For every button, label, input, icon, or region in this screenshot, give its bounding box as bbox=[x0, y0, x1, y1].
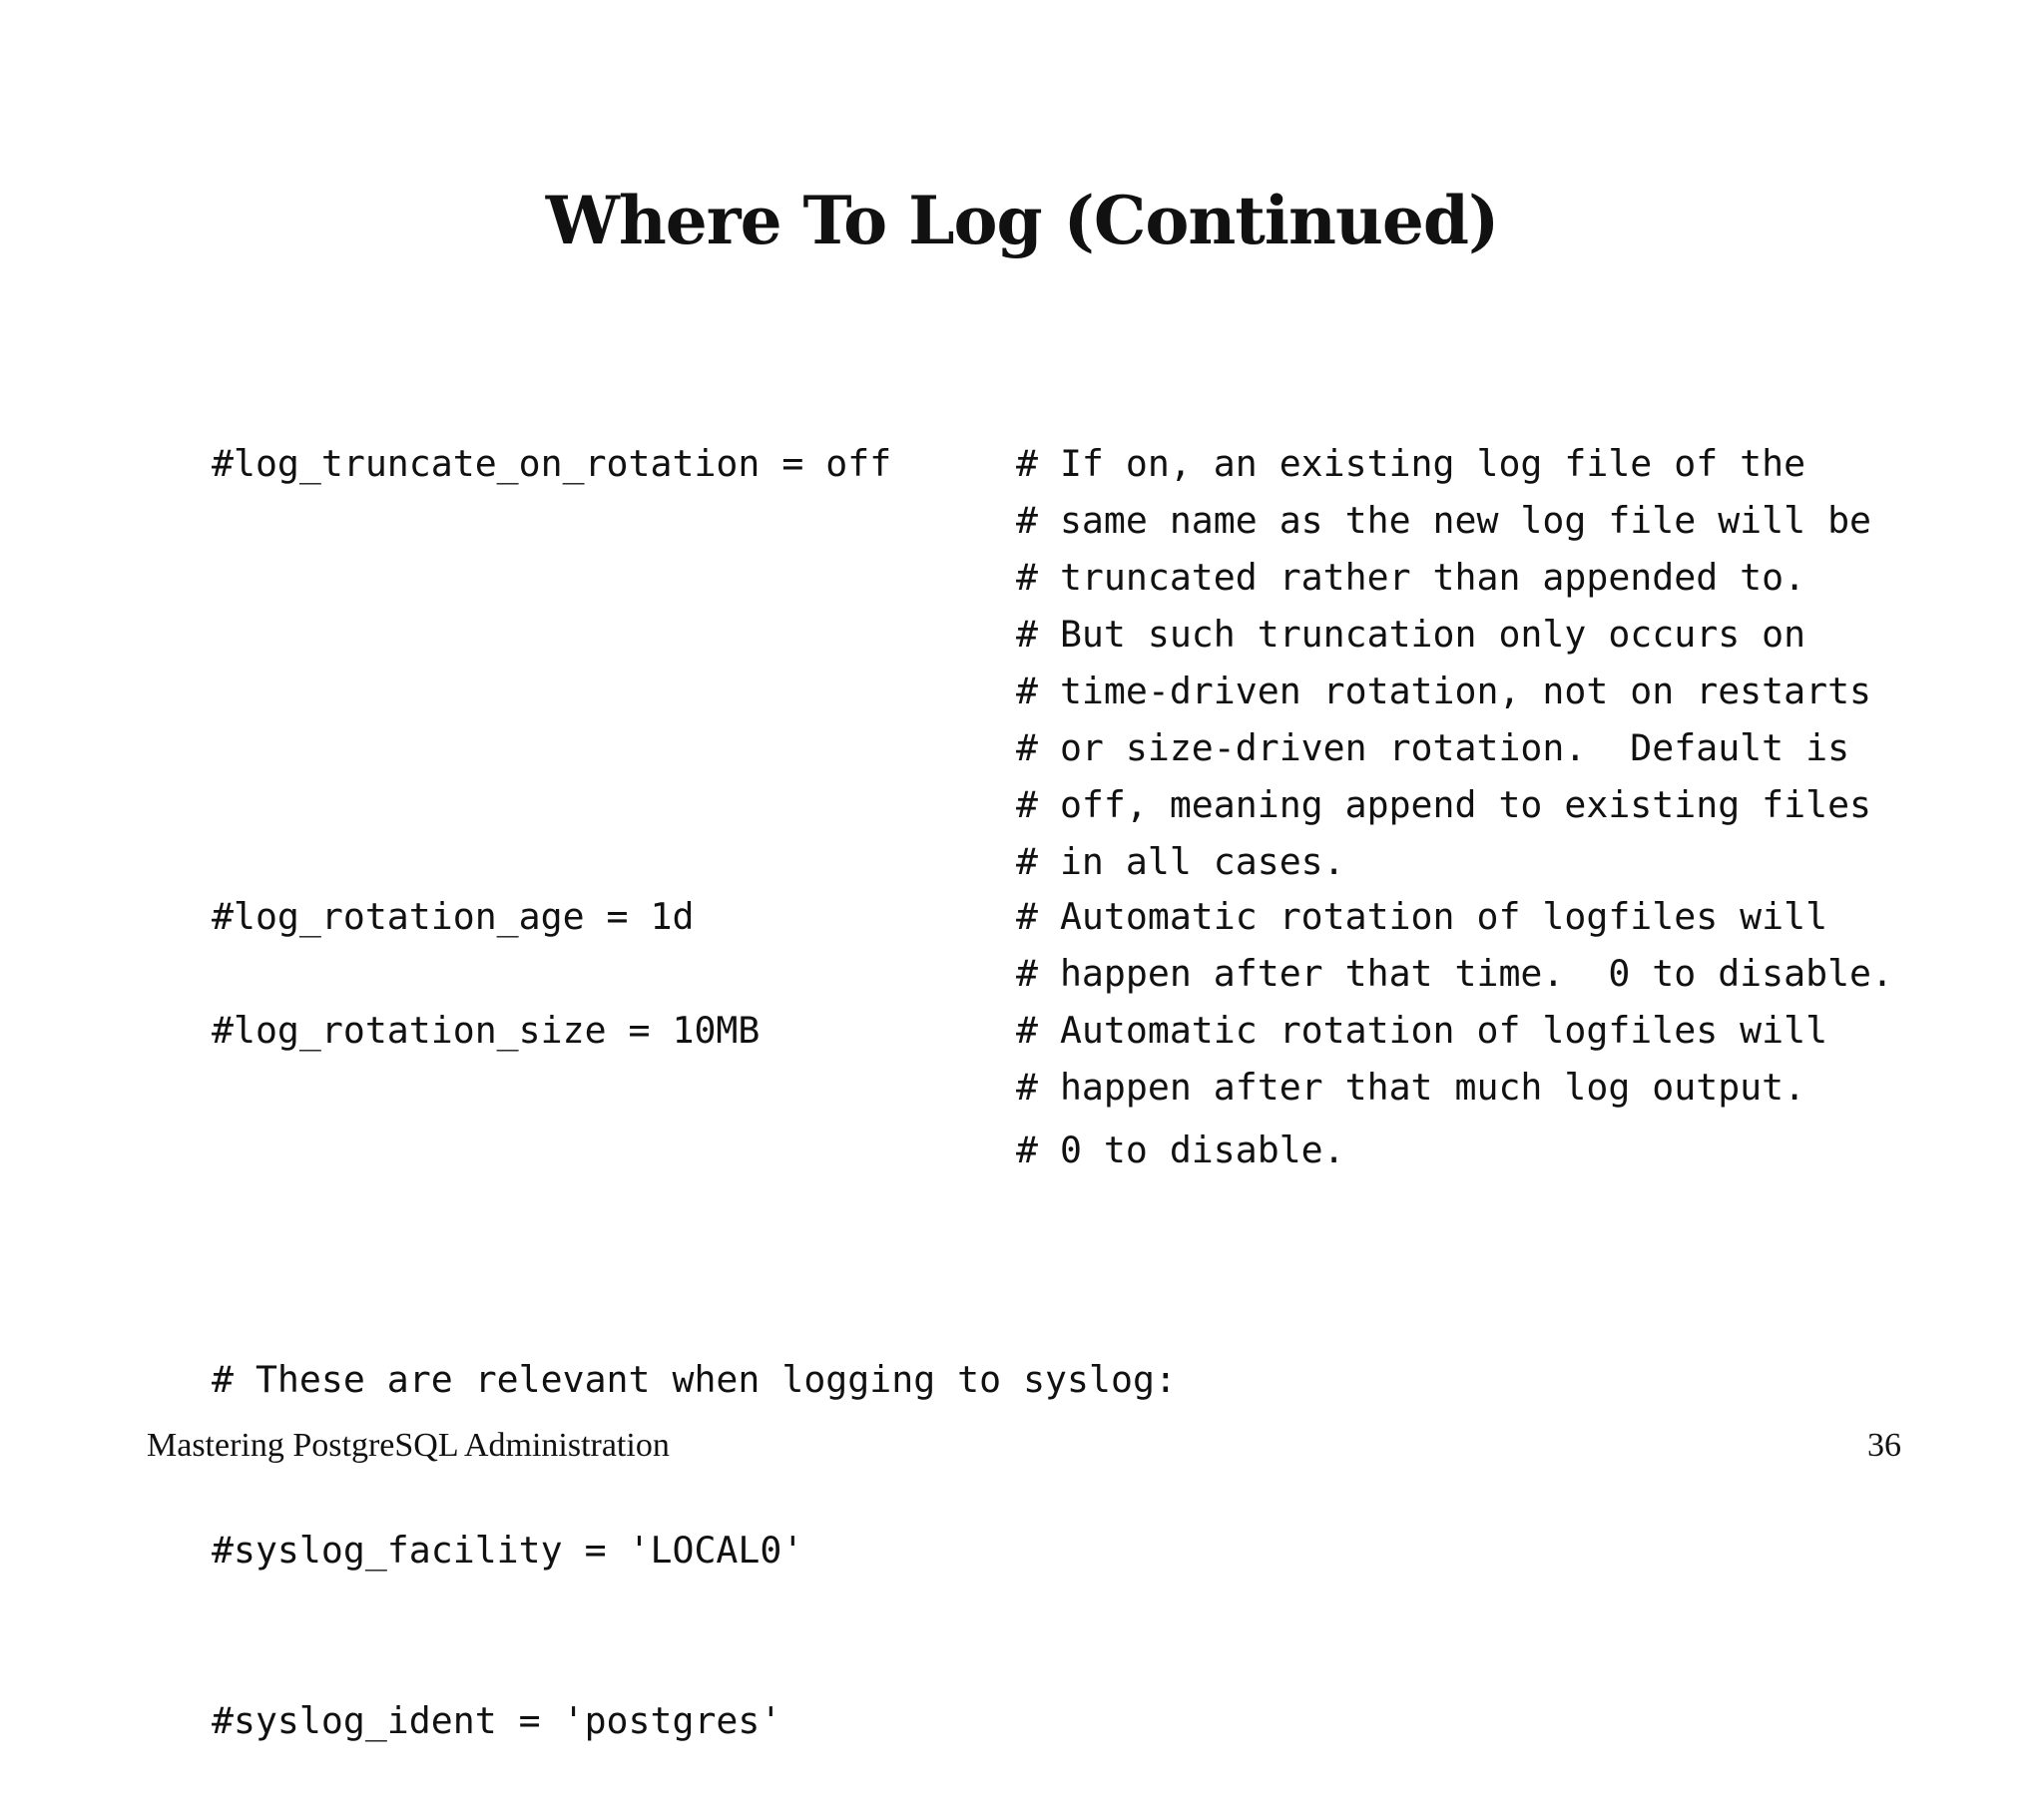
comment-line: # truncated rather than appended to. bbox=[1016, 556, 1806, 599]
comment-line: # or size-driven rotation. Default is bbox=[1016, 726, 1850, 769]
page-number: 36 bbox=[1867, 1427, 1901, 1464]
setting-log-rotation-age: #log_rotation_age = 1d bbox=[212, 895, 695, 938]
setting-syslog-ident: #syslog_ident = 'postgres' bbox=[212, 1699, 782, 1742]
setting-syslog-facility: #syslog_facility = 'LOCAL0' bbox=[212, 1529, 804, 1572]
slide-title: Where To Log (Continued) bbox=[545, 182, 1499, 259]
comment-line: # But such truncation only occurs on bbox=[1016, 613, 1806, 656]
comment-line: # happen after that time. 0 to disable. bbox=[1016, 952, 1893, 995]
setting-log-rotation-size: #log_rotation_size = 10MB bbox=[212, 1009, 761, 1052]
comment-line: # happen after that much log output. bbox=[1016, 1066, 1806, 1109]
comment-line: # in all cases. bbox=[1016, 840, 1345, 883]
settings-column bbox=[212, 0, 892, 1052]
comment-line: # If on, an existing log file of the bbox=[1016, 442, 1806, 485]
syslog-comment: # These are relevant when logging to syslog: bbox=[212, 1358, 1177, 1401]
setting-log-truncate-on-rotation: #log_truncate_on_rotation = off bbox=[212, 442, 892, 485]
comment-line: # Automatic rotation of logfiles will bbox=[1016, 1009, 1828, 1052]
syslog-block bbox=[212, 1237, 1177, 1806]
comment-line: # time-driven rotation, not on restarts bbox=[1016, 670, 1872, 712]
footer-book-title: Mastering PostgreSQL Administration bbox=[147, 1427, 670, 1464]
comment-line: # Automatic rotation of logfiles will bbox=[1016, 895, 1828, 938]
comment-line: # off, meaning append to existing files bbox=[1016, 783, 1872, 826]
comment-line: # same name as the new log file will be bbox=[1016, 499, 1872, 542]
comment-line: # 0 to disable. bbox=[1016, 1129, 1345, 1171]
